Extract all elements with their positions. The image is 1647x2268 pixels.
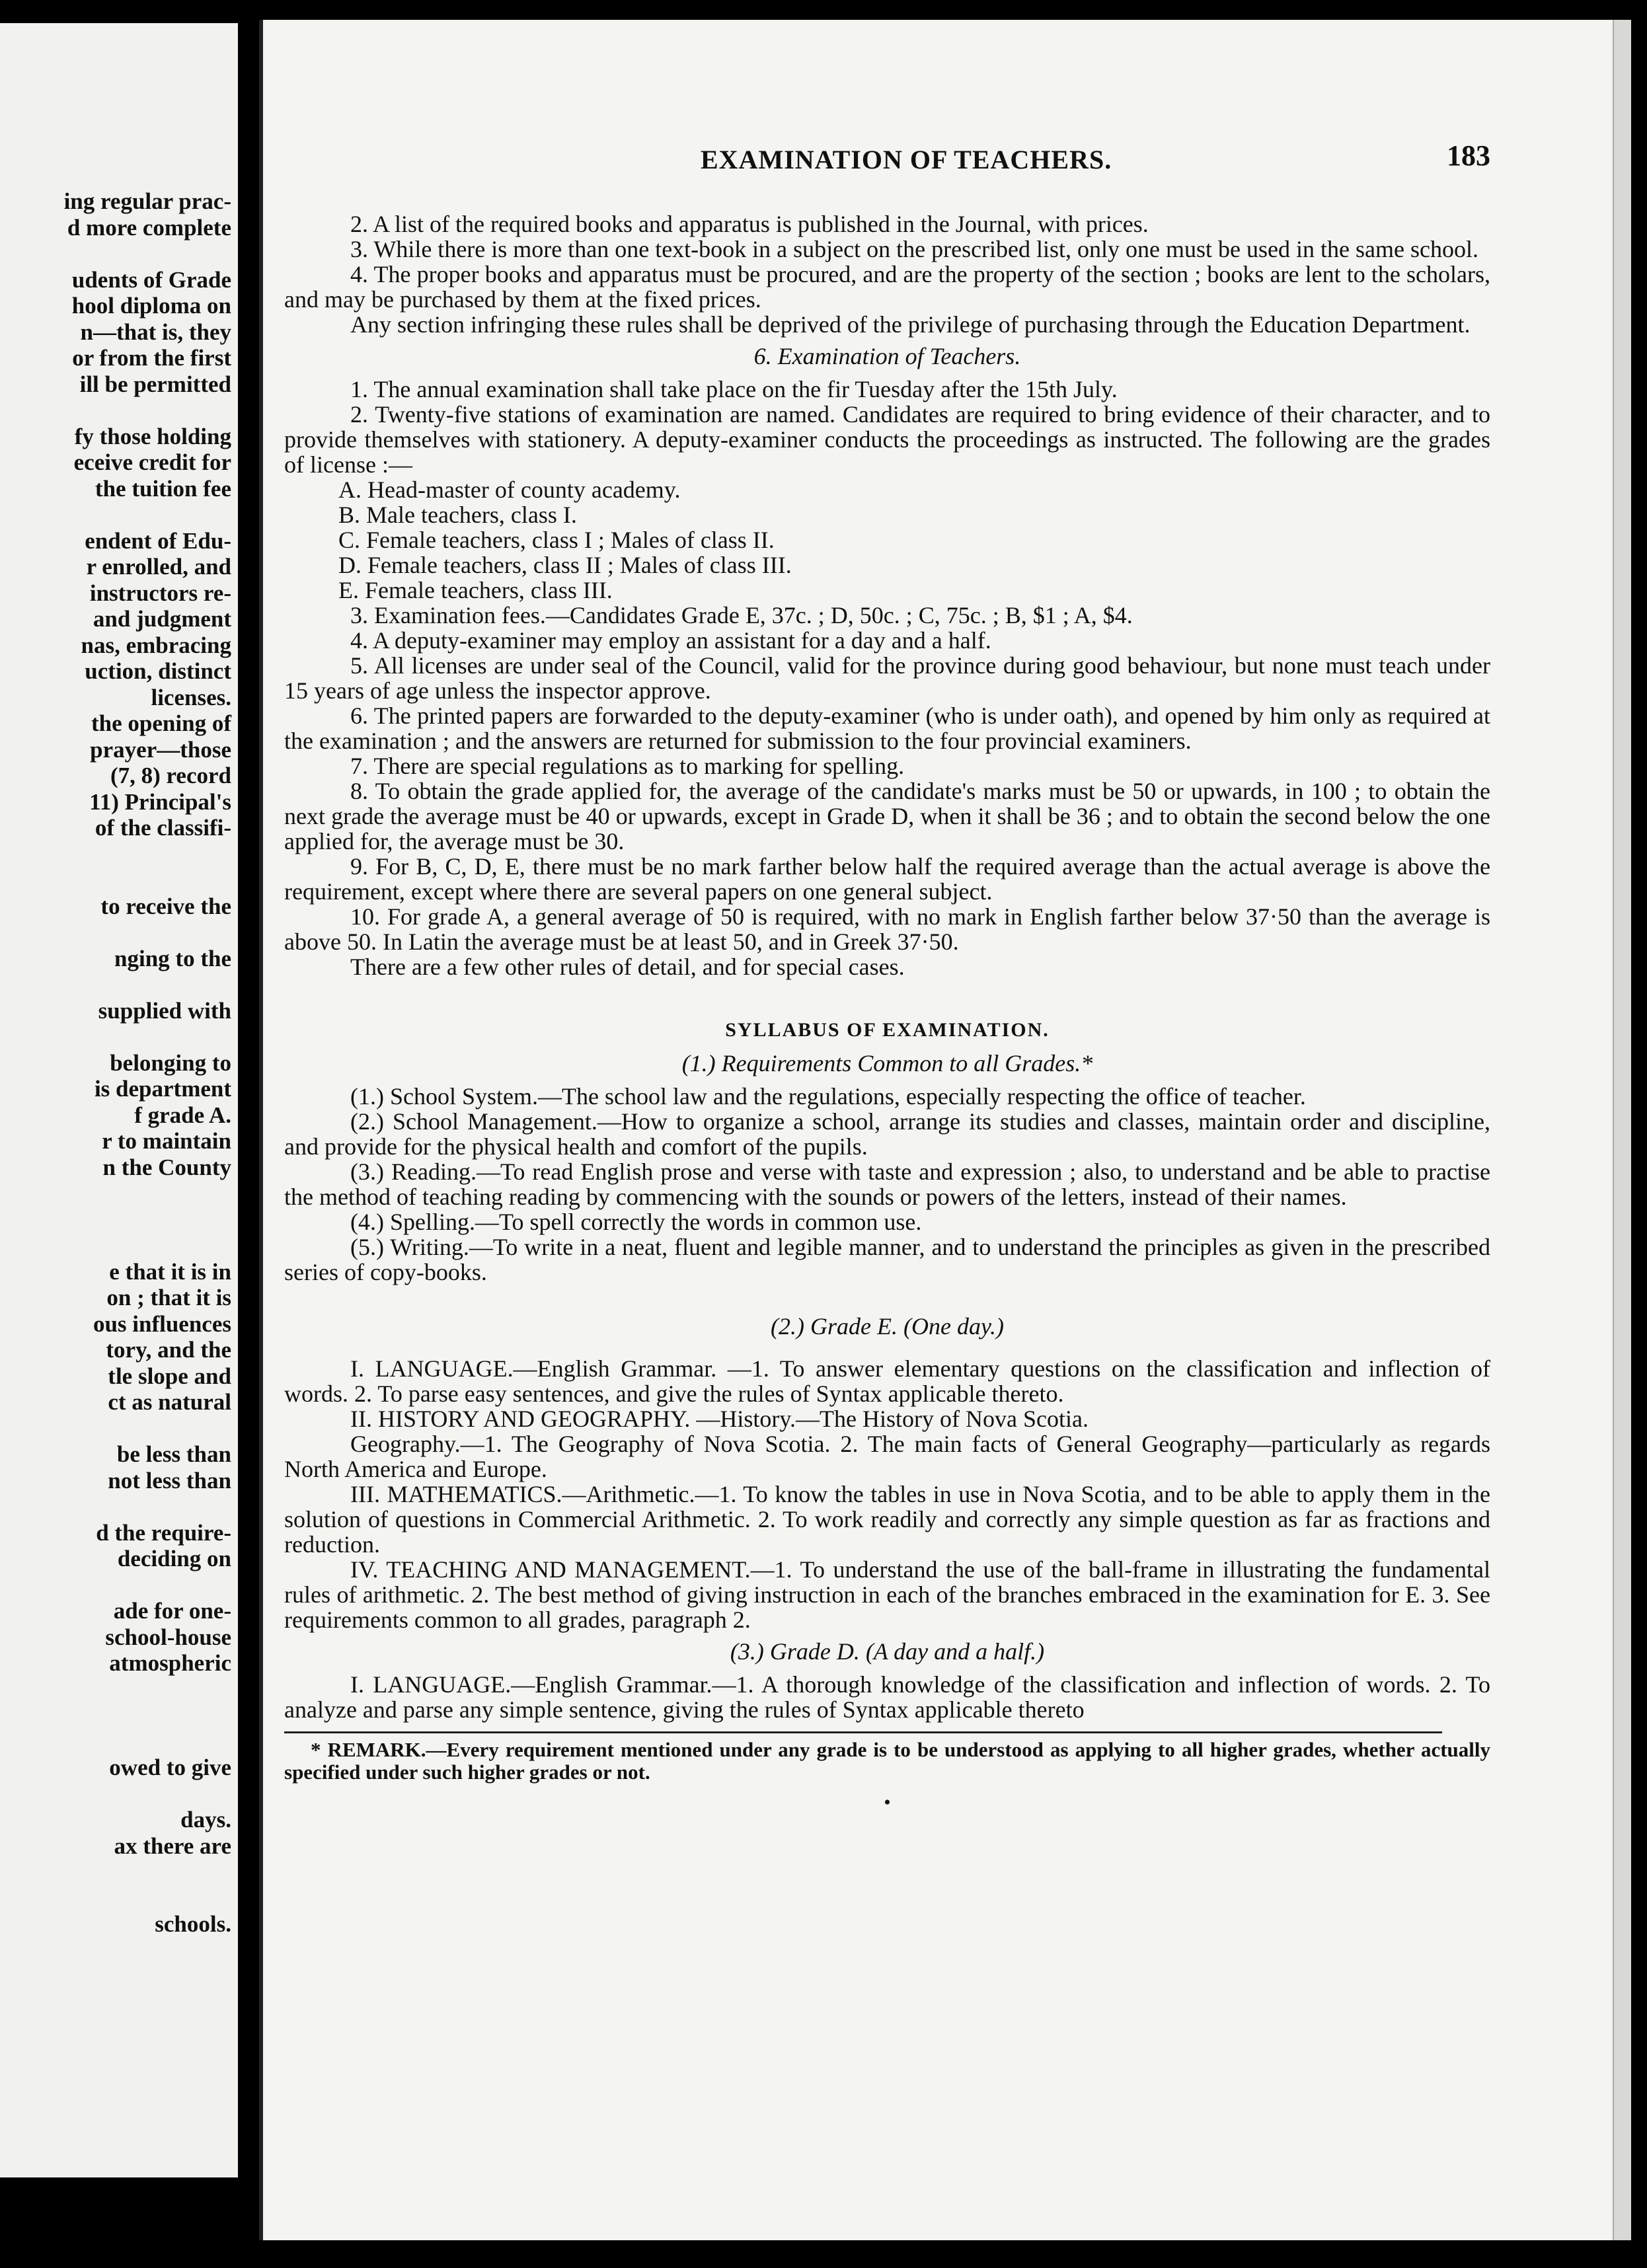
left-margin-line: instructors re- — [89, 580, 231, 606]
left-margin-line: licenses. — [151, 684, 231, 710]
page-number: 183 — [1447, 139, 1490, 172]
grade-e-item: Geography.—1. The Geography of Nova Scotia. 2. The main facts of General Geography—particularly as regards North America and Europe. — [284, 1431, 1490, 1482]
left-margin-line: uction, distinct — [85, 658, 231, 684]
grade-item: B. Male teachers, class I. — [338, 502, 577, 528]
left-margin-line: ax there are — [114, 1833, 231, 1859]
left-margin-line: n—that is, they — [80, 319, 231, 345]
exam-item: 7. There are special regulations as to marking for spelling. — [350, 753, 905, 779]
left-margin-line: 11) Principal's — [89, 788, 231, 815]
exam-item: 1. The annual examination shall take place on the fir Tuesday after the 15th July. — [350, 376, 1118, 402]
left-margin-line: fy those holding — [74, 423, 231, 449]
left-margin-line: r enrolled, and — [86, 554, 231, 580]
left-margin-line: be less than — [116, 1441, 231, 1467]
grade-e-item: III. MATHEMATICS.—Arithmetic.—1. To know the tables in use in Nova Scotia, and to be able to apply them in the solution of questions in Commercial Arithmetic. 2. To work readily and correctly any simple question as far as fractions and reduction. — [284, 1481, 1490, 1558]
left-margin-line: to receive the — [100, 893, 231, 919]
grade-e-item: IV. TEACHING AND MANAGEMENT.—1. To understand the use of the ball-frame in illustrating the fundamental rules of arithmetic. 2. The best method of giving instruction in each of the branches embraced in the examination for E. 3. See requirements common to all grades, paragraph 2. — [284, 1556, 1490, 1633]
left-margin-line: and judgment — [93, 606, 231, 632]
left-margin-line: tory, and the — [106, 1337, 231, 1363]
rule-paragraph: 4. The proper books and apparatus must be procured, and are the property of the section ; books are lent to the scholars, and may be purchased by them at the fixed prices. — [284, 261, 1490, 313]
bottom-mark: • — [884, 1792, 891, 1813]
syllabus-heading: SYLLABUS OF EXAMINATION. — [725, 1019, 1050, 1041]
left-margin-line: ing regular prac- — [63, 188, 231, 214]
left-margin-line: school-house — [105, 1624, 231, 1650]
grade-item: E. Female teachers, class III. — [338, 577, 613, 603]
exam-item: 6. The printed papers are forwarded to the deputy-examiner (who is under oath), and opened by him only as required at the examination ; and the answers are returned for submission to the four provincial examiners. — [284, 702, 1490, 754]
left-margin-line: f grade A. — [134, 1102, 231, 1128]
left-margin-line: schools. — [155, 1911, 231, 1937]
left-margin-line: d the require- — [96, 1519, 231, 1546]
left-margin-line: tle slope and — [108, 1363, 231, 1389]
left-margin-line: e that it is in — [109, 1258, 231, 1285]
exam-item: 5. All licenses are under seal of the Council, valid for the province during good behaviour, but none must teach under 15 years of age unless the inspector approve. — [284, 652, 1490, 704]
left-margin-line: d more complete — [67, 214, 231, 241]
section-heading: 6. Examination of Teachers. — [753, 343, 1021, 369]
grade-item: C. Female teachers, class I ; Males of class II. — [338, 527, 775, 553]
left-margin-line: ill be permitted — [79, 371, 231, 397]
left-margin-line: nas, embracing — [81, 632, 231, 658]
left-margin-line: prayer—those — [90, 736, 231, 763]
exam-item: 3. Examination fees.—Candidates Grade E, 37c. ; D, 50c. ; C, 75c. ; B, $1 ; A, $4. — [350, 602, 1133, 628]
running-header — [284, 139, 1490, 178]
exam-item: 8. To obtain the grade applied for, the average of the candidate's marks must be 50 or upwards, in 100 ; to obtain the next grade the average must be 40 or upwards, except in Grade D, when it shall be 36 ; and to obtain the second below the one applied for, the average must be 30. — [284, 778, 1490, 854]
exam-item: There are a few other rules of detail, and for special cases. — [350, 954, 905, 980]
left-margin-line: udents of Grade — [71, 266, 231, 293]
exam-item: 10. For grade A, a general average of 50 is required, with no mark in English farther below 37·50 than the average is above 50. In Latin the average must be at least 50, and in Greek 37·50. — [284, 903, 1490, 955]
rule-paragraph: 3. While there is more than one text-book in a subject on the prescribed list, only one must be used in the same school. — [350, 236, 1478, 262]
footnote-rule — [284, 1731, 1442, 1733]
common-item: (4.) Spelling.—To spell correctly the words in common use. — [350, 1209, 922, 1235]
common-item: (2.) School Management.—How to organize a school, arrange its studies and classes, maintain order and discipline, and provide for the physical health and comfort of the pupils. — [284, 1108, 1490, 1160]
left-margin-line: nging to the — [114, 945, 231, 971]
left-margin-line: deciding on — [117, 1546, 231, 1571]
left-margin-line: (7, 8) record — [110, 763, 231, 788]
left-margin-line: ade for one- — [113, 1598, 231, 1624]
left-page-fragment — [0, 23, 238, 2177]
left-margin-line: on ; that it is — [106, 1285, 231, 1310]
grade-e-heading: (2.) Grade E. (One day.) — [771, 1313, 1004, 1340]
left-margin-line: r to maintain — [102, 1128, 231, 1154]
left-margin-line: hool diploma on — [71, 293, 231, 319]
body-text — [284, 211, 1490, 1815]
left-margin-line: n the County — [102, 1154, 231, 1180]
left-margin-line: the opening of — [91, 710, 231, 736]
main-page — [259, 20, 1631, 2240]
header-title: EXAMINATION OF TEACHERS. — [701, 145, 1112, 174]
grade-e-item: I. LANGUAGE.—English Grammar. —1. To answer elementary questions on the classification and inflection of words. 2. To parse easy sentences, and give the rules of Syntax applicable thereto. — [284, 1355, 1490, 1407]
grade-e-item: II. HISTORY AND GEOGRAPHY. —History.—The History of Nova Scotia. — [350, 1406, 1089, 1432]
grade-item: D. Female teachers, class II ; Males of class III. — [338, 552, 792, 578]
left-margin-line: is department — [94, 1076, 231, 1102]
grade-item: A. Head-master of county academy. — [338, 476, 681, 503]
left-margin-line: or from the first — [72, 345, 231, 371]
left-margin-line: of the classifi- — [95, 815, 231, 841]
left-margin-line: not less than — [108, 1467, 231, 1493]
left-margin-line: ous influences — [93, 1310, 231, 1337]
left-margin-line: the tuition fee — [95, 475, 231, 502]
left-margin-line: ct as natural — [108, 1389, 231, 1415]
exam-item: 9. For B, C, D, E, there must be no mark farther below half the required average than the actual average is above the requirement, except where there are several papers on one general subject. — [284, 853, 1490, 905]
left-margin-line: endent of Edu- — [85, 527, 231, 554]
rule-paragraph: Any section infringing these rules shall be deprived of the privilege of purchasing through the Education Department. — [350, 311, 1471, 338]
left-margin-line: belonging to — [110, 1049, 231, 1076]
left-margin-line: eceive credit for — [73, 449, 231, 475]
common-item: (3.) Reading.—To read English prose and verse with taste and expression ; also, to understand and be able to practise the method of teaching reading by commencing with the sounds or powers of the letters, instead of their names. — [284, 1158, 1490, 1210]
left-margin-line: days. — [180, 1807, 231, 1833]
common-item: (5.) Writing.—To write in a neat, fluent and legible manner, and to understand the principles as given in the prescribed series of copy-books. — [284, 1234, 1490, 1285]
exam-item: 2. Twenty-five stations of examination are named. Candidates are required to bring evidence of their character, and to provide themselves with stationery. A deputy-examiner conducts the proceedings as instructed. The following are the grades of license :— — [284, 401, 1490, 478]
grade-d-item: I. LANGUAGE.—English Grammar.—1. A thorough knowledge of the classification and inflection of words. 2. To analyze and parse any simple sentence, giving the rules of Syntax applicable thereto — [284, 1671, 1490, 1723]
grade-d-heading: (3.) Grade D. (A day and a half.) — [730, 1638, 1045, 1665]
left-margin-line: atmospheric — [109, 1650, 231, 1676]
left-margin-line: supplied with — [98, 997, 231, 1024]
left-margin-line: owed to give — [109, 1755, 231, 1780]
page-edge — [1613, 20, 1631, 2240]
rule-paragraph: 2. A list of the required books and apparatus is published in the Journal, with prices. — [350, 211, 1149, 237]
exam-item: 4. A deputy-examiner may employ an assistant for a day and a half. — [350, 627, 991, 654]
common-heading: (1.) Requirements Common to all Grades.* — [681, 1050, 1093, 1077]
common-item: (1.) School System.—The school law and the regulations, especially respecting the office of teacher. — [350, 1083, 1306, 1110]
footnote: * REMARK.—Every requirement mentioned under any grade is to be understood as applying to all higher grades, whether actually specified under such higher grades or not. — [284, 1738, 1490, 1784]
